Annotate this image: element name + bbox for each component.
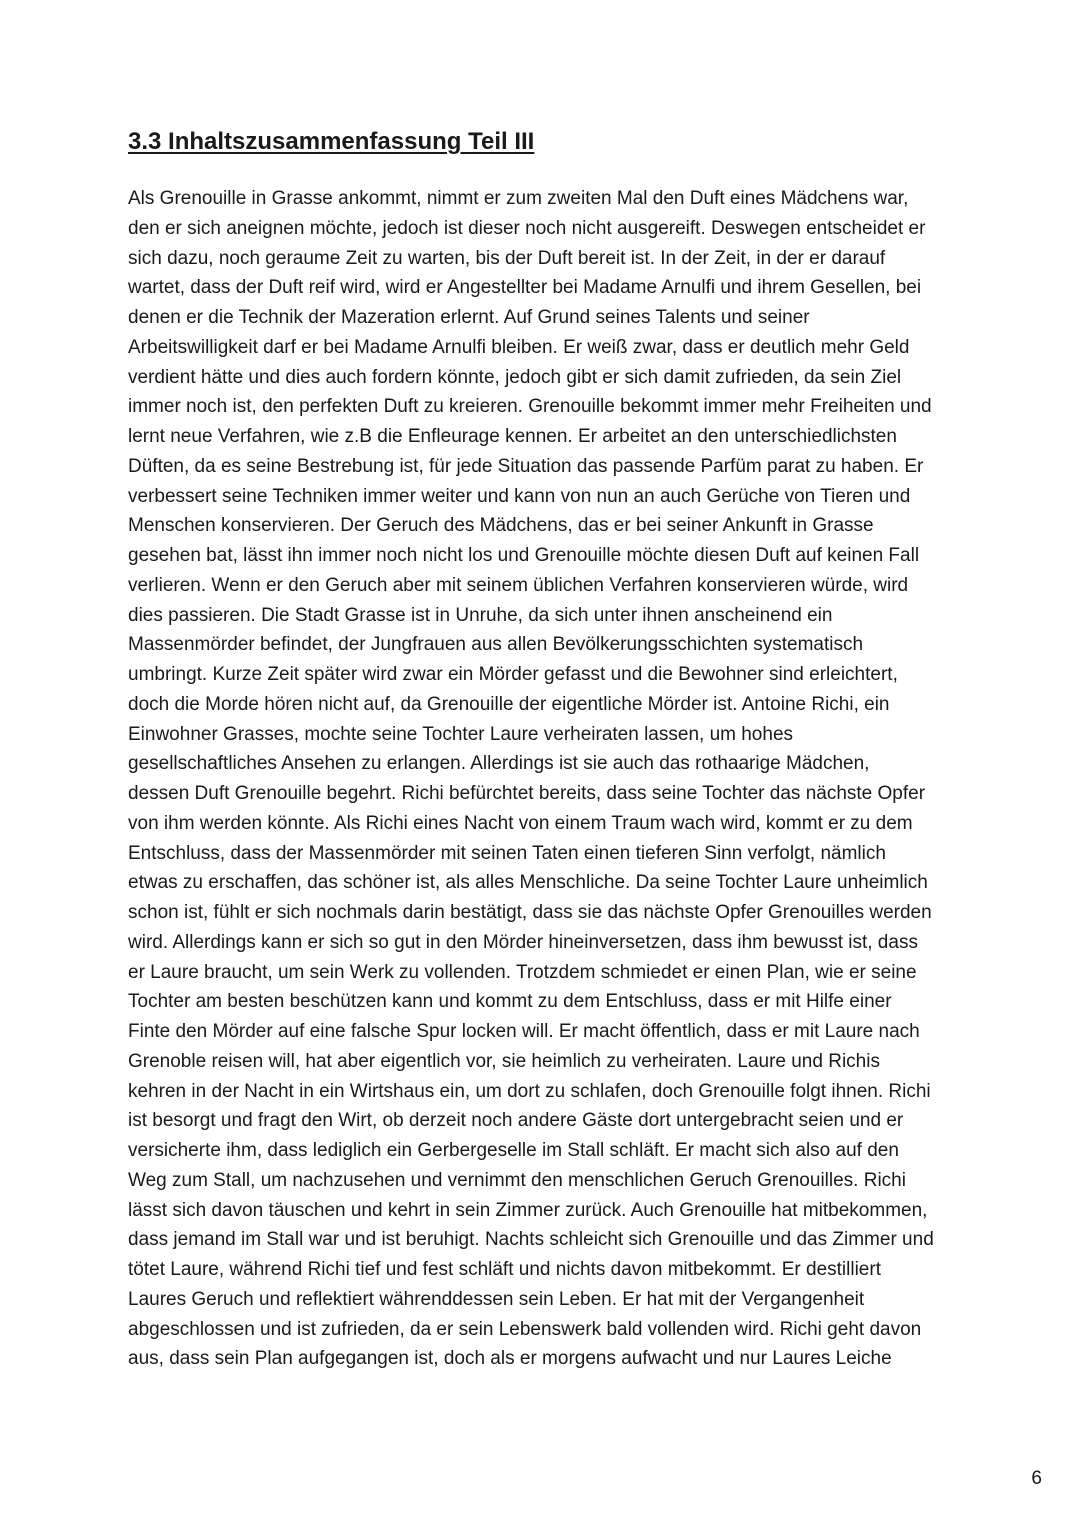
page-number: 6 — [1031, 1468, 1042, 1489]
text-line: Düften, da es seine Bestrebung ist, für jede Situation das passende Parfüm parat zu haben. Er — [128, 455, 924, 477]
text-line: kehren in der Nacht in ein Wirtshaus ein, um dort zu schlafen, doch Grenouille folgt ihnen. Richi — [128, 1080, 931, 1102]
text-line: etwas zu erschaffen, das schöner ist, als alles Menschliche. Da seine Tochter Laure unheimlich — [128, 872, 928, 894]
text-line: Einwohner Grasses, mochte seine Tochter Laure verheiraten lassen, um hohes — [128, 723, 794, 745]
text-line: Weg zum Stall, um nachzusehen und vernimmt den menschlichen Geruch Grenouilles. Richi — [128, 1169, 906, 1191]
text-line: doch die Morde hören nicht auf, da Grenouille der eigentliche Mörder ist. Antoine Richi, ein — [128, 693, 890, 715]
text-line: lernt neue Verfahren, wie z.B die Enfleurage kennen. Er arbeitet an den unterschiedlichsten — [128, 426, 897, 447]
text-line: Grenoble reisen will, hat aber eigentlich vor, sie heimlich zu verheiraten. Laure und Richis — [128, 1050, 880, 1072]
text-line: denen er die Technik der Mazeration erlernt. Auf Grund seines Talents und seiner — [128, 307, 810, 328]
text-line: dies passieren. Die Stadt Grasse ist in Unruhe, da sich unter ihnen anscheinend ein — [128, 604, 833, 626]
text-line: Massenmörder befindet, der Jungfrauen aus allen Bevölkerungsschichten systematisch — [128, 634, 864, 656]
text-line: wartet, dass der Duft reif wird, wird er Angestellter bei Madame Arnulfi und ihrem Gesellen, bei — [128, 277, 922, 299]
text-line: Menschen konservieren. Der Geruch des Mädchens, das er bei seiner Ankunft in Grasse — [128, 515, 874, 537]
text-line: Tochter am besten beschützen kann und kommt zu dem Entschluss, dass er mit Hilfe einer — [128, 991, 892, 1013]
text-line: von ihm werden könnte. Als Richi eines Nacht von einem Traum wach wird, kommt er zu dem — [128, 812, 913, 834]
text-line: dass jemand im Stall war und ist beruhigt. Nachts schleicht sich Grenouille und das Zimmer und — [128, 1229, 934, 1251]
text-line: aus, dass sein Plan aufgegangen ist, doch als er morgens aufwacht und nur Laures Leiche — [128, 1348, 892, 1370]
text-line: verdient hätte und dies auch fordern könnte, jedoch gibt er sich damit zufrieden, da sein Ziel — [128, 366, 902, 388]
text-line: abgeschlossen und ist zufrieden, da er sein Lebenswerk bald vollenden wird. Richi geht davon — [128, 1318, 922, 1340]
text-line: verlieren. Wenn er den Geruch aber mit seinem üblichen Verfahren konservieren würde, wird — [128, 574, 909, 596]
text-line: Als Grenouille in Grasse ankommt, nimmt er zum zweiten Mal den Duft eines Mädchens war, — [128, 188, 909, 209]
text-line: gesehen bat, lässt ihn immer noch nicht los und Grenouille möchte diesen Duft auf keinen Fall — [128, 545, 920, 566]
text-line: dessen Duft Grenouille begehrt. Richi befürchtet bereits, dass seine Tochter das nächste Opfer — [128, 783, 926, 804]
text-line: tötet Laure, während Richi tief und fest schläft und nichts davon mitbekommt. Er destilliert — [128, 1259, 881, 1280]
text-line: immer noch ist, den perfekten Duft zu kreieren. Grenouille bekommt immer mehr Freiheiten und — [128, 396, 932, 418]
text-line: verbessert seine Techniken immer weiter und kann von nun an auch Gerüche von Tieren und — [128, 485, 911, 507]
text-line: Arbeitswilligkeit darf er bei Madame Arnulfi bleiben. Er weiß zwar, dass er deutlich mehr Geld — [128, 336, 910, 358]
summary-paragraph — [128, 184, 988, 1374]
text-line: umbringt. Kurze Zeit später wird zwar ein Mörder gefasst und die Bewohner sind erleichtert, — [128, 664, 898, 685]
text-line: schon ist, fühlt er sich nochmals darin bestätigt, dass sie das nächste Opfer Grenouilles werden — [128, 902, 932, 923]
text-line: sich dazu, noch geraume Zeit zu warten, bis der Duft bereit ist. In der Zeit, in der er darauf — [128, 247, 886, 269]
section-heading: 3.3 Inhaltszusammenfassung Teil III — [128, 128, 535, 155]
text-line: ist besorgt und fragt den Wirt, ob derzeit noch andere Gäste dort untergebracht seien und er — [128, 1110, 904, 1132]
text-line: den er sich aneignen möchte, jedoch ist dieser noch nicht ausgereift. Deswegen entscheidet er — [128, 217, 926, 239]
text-line: lässt sich davon täuschen und kehrt in sein Zimmer zurück. Auch Grenouille hat mitbekommen, — [128, 1199, 928, 1221]
text-line: gesellschaftliches Ansehen zu erlangen. Allerdings ist sie auch das rothaarige Mädchen, — [128, 753, 870, 775]
text-line: Entschluss, dass der Massenmörder mit seinen Taten einen tieferen Sinn verfolgt, nämlich — [128, 842, 886, 864]
text-line: er Laure braucht, um sein Werk zu vollenden. Trotzdem schmiedet er einen Plan, wie er seine — [128, 961, 917, 983]
text-line: versicherte ihm, dass lediglich ein Gerbergeselle im Stall schläft. Er macht sich also auf den — [128, 1140, 899, 1161]
text-line: Finte den Mörder auf eine falsche Spur locken will. Er macht öffentlich, dass er mit Laure nach — [128, 1021, 920, 1042]
text-line: Laures Geruch und reflektiert währenddessen sein Leben. Er hat mit der Vergangenheit — [128, 1288, 865, 1310]
text-line: wird. Allerdings kann er sich so gut in den Mörder hineinversetzen, dass ihm bewusst ist, dass — [128, 931, 918, 953]
